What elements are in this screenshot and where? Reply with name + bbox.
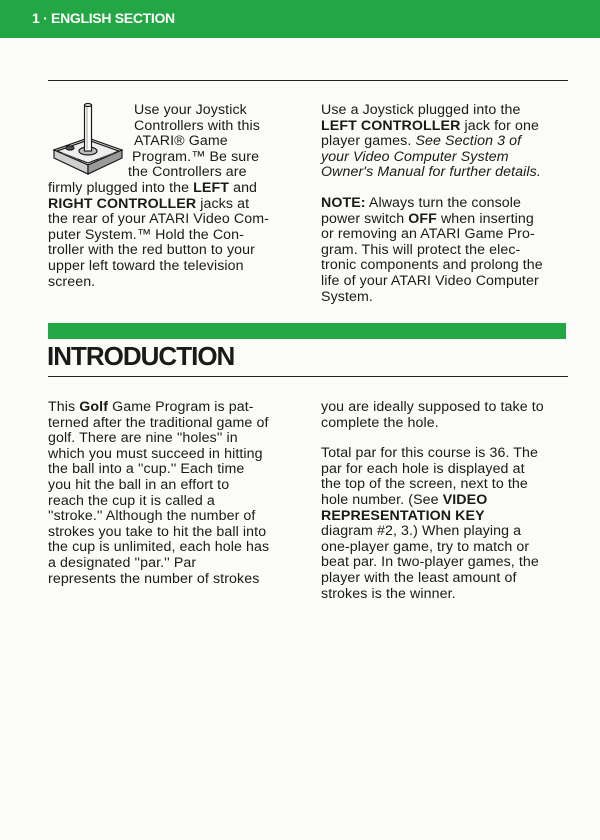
text-run: player games. bbox=[321, 133, 416, 150]
setup-text-line: Use a Joystick plugged into the bbox=[321, 102, 521, 118]
intro-text-line: beat par. In two-player games, the bbox=[321, 554, 539, 571]
note-line: life of your ATARI Video Computer bbox=[321, 272, 539, 289]
keyword-video: VIDEO bbox=[442, 491, 488, 508]
joystick-icon bbox=[48, 101, 126, 183]
intro-text-line: Total par for this course is 36. The bbox=[321, 445, 539, 462]
section-title: INTRODUCTION bbox=[47, 341, 235, 371]
setup-text-line: Owner's Manual for further details. bbox=[321, 164, 541, 181]
setup-text-line: troller with the red button to your bbox=[48, 242, 255, 259]
keyword-golf: Golf bbox=[79, 399, 109, 415]
section-header-bar bbox=[0, 0, 600, 38]
text-run: Always turn the console bbox=[365, 194, 522, 211]
setup-text-line: your Video Computer System bbox=[321, 148, 509, 165]
setup-text-line bbox=[48, 181, 293, 197]
intro-text-line: strokes is the winner. bbox=[321, 585, 456, 602]
intro-text-line: reach the cup it is called a bbox=[48, 492, 215, 509]
intro-text-line: which you must succeed in hitting bbox=[48, 445, 263, 462]
text-run: This bbox=[48, 399, 80, 415]
note-line bbox=[321, 212, 571, 228]
intro-text-line: the top of the screen, next to the bbox=[321, 476, 528, 493]
text-run: firmly plugged into the bbox=[48, 179, 194, 196]
italic-reference: See Section 3 of bbox=[415, 133, 522, 150]
setup-text-line: ATARI® Game bbox=[134, 133, 228, 150]
keyword-right-controller: RIGHT CONTROLLER bbox=[48, 195, 197, 212]
top-rule bbox=[48, 80, 568, 81]
intro-text-line: diagram #2, 3.) When playing a bbox=[321, 523, 522, 540]
setup-right-column bbox=[321, 103, 571, 305]
note-line: gram. This will protect the elec- bbox=[321, 241, 521, 258]
intro-text-line: par for each hole is displayed at bbox=[321, 460, 525, 477]
intro-text-line: a designated ''par.'' Par bbox=[48, 554, 197, 571]
keyword-left-controller: LEFT CONTROLLER bbox=[321, 117, 461, 134]
intro-right-column bbox=[321, 400, 571, 602]
setup-text-line bbox=[48, 197, 293, 213]
text-run: Game Program is pat- bbox=[108, 399, 254, 415]
intro-text-line: golf. There are nine ''holes'' in bbox=[48, 430, 238, 447]
setup-text-line: the rear of your ATARI Video Com- bbox=[48, 211, 269, 228]
intro-text-line: complete the hole. bbox=[321, 414, 439, 431]
intro-text-line: one-player game, try to match or bbox=[321, 538, 530, 555]
setup-text-line: Use your Joystick bbox=[134, 102, 247, 118]
setup-text-line bbox=[321, 134, 571, 150]
section-label: 1 · ENGLISH SECTION bbox=[32, 10, 175, 26]
intro-text-line: strokes you take to hit the ball into bbox=[48, 523, 267, 540]
note-line bbox=[321, 196, 571, 212]
intro-text-line: you hit the ball in an effort to bbox=[48, 476, 230, 493]
keyword-off: OFF bbox=[408, 210, 437, 227]
intro-text-line bbox=[48, 400, 298, 416]
setup-text-line: puter System.™ Hold the Con- bbox=[48, 226, 244, 243]
intro-text-line: represents the number of strokes bbox=[48, 570, 260, 587]
keyword-left: LEFT bbox=[193, 179, 230, 196]
setup-text-line: Controllers with this bbox=[134, 117, 260, 134]
intro-text-line: player with the least amount of bbox=[321, 569, 517, 586]
text-run: when inserting bbox=[436, 210, 534, 227]
text-run: hole number. (See bbox=[321, 491, 443, 508]
intro-text-line: the cup is unlimited, each hole has bbox=[48, 539, 270, 556]
section-divider-bar bbox=[48, 323, 566, 339]
intro-text-line: terned after the traditional game of bbox=[48, 414, 269, 431]
setup-left-column bbox=[48, 103, 293, 290]
text-run: jacks at bbox=[196, 195, 250, 212]
note-label: NOTE: bbox=[321, 194, 366, 211]
text-run: power switch bbox=[321, 210, 409, 227]
setup-text-line: screen. bbox=[48, 273, 96, 290]
setup-text-line bbox=[321, 119, 571, 135]
intro-text-line: ''stroke.'' Although the number of bbox=[48, 508, 256, 525]
intro-text-line bbox=[321, 493, 571, 509]
setup-text-line: Program.™ Be sure bbox=[132, 148, 260, 165]
setup-text-line: the Controllers are bbox=[128, 164, 247, 181]
text-run: and bbox=[229, 179, 258, 196]
note-line: System. bbox=[321, 288, 373, 305]
note-line: tronic components and prolong the bbox=[321, 257, 543, 274]
text-run: jack for one bbox=[460, 117, 540, 134]
intro-left-column bbox=[48, 400, 298, 587]
joystick-block bbox=[48, 103, 293, 181]
keyword-representation-key: REPRESENTATION KEY bbox=[321, 507, 485, 524]
intro-text-line: you are ideally supposed to take to bbox=[321, 399, 544, 415]
intro-text-line: the ball into a ''cup.'' Each time bbox=[48, 461, 245, 478]
setup-text-line: upper left toward the television bbox=[48, 257, 244, 274]
title-rule bbox=[48, 376, 568, 377]
note-line: or removing an ATARI Game Pro- bbox=[321, 226, 535, 243]
